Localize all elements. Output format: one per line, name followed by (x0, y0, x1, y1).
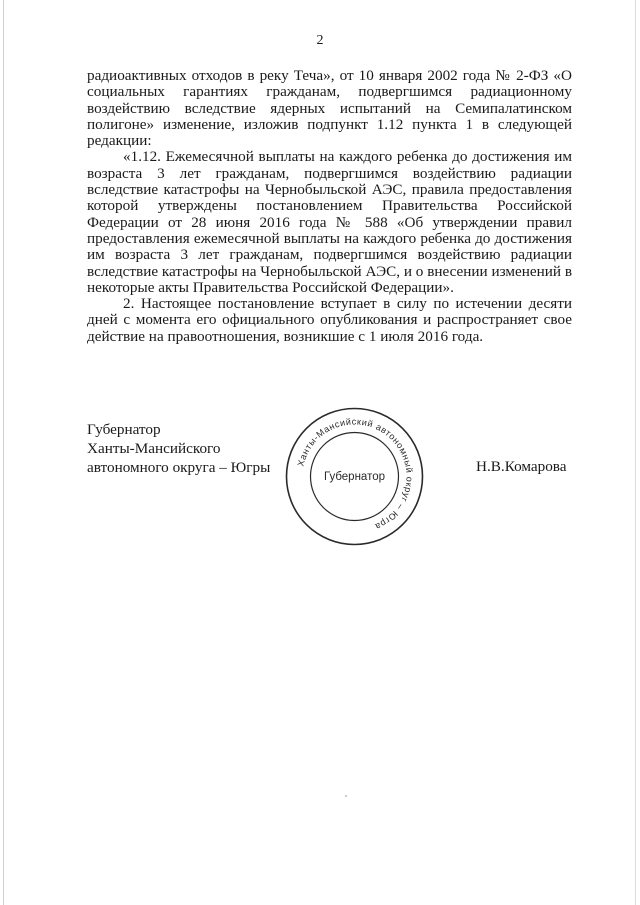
clause-2-paragraph: 2. Настоящее постановление вступает в силу по истечении десяти дней с момента его официального опубликования и распространяет свое действие на правоотношения, возникшие с 1 июля 2016 года. (87, 295, 572, 345)
page-edge-right (635, 0, 636, 905)
intro-paragraph: радиоактивных отходов в реку Теча», от 10 января 2002 года № 2-ФЗ «О социальных гарантиях гражданам, подвергшимся радиационному воздействию вследствие ядерных испытаний на Семипалатинском полигоне» изменение, изложив подпункт 1.12 пункта 1 в следующей редакции: (87, 67, 572, 150)
seal-center-text: Губернатор (323, 471, 386, 483)
signatory-name: Н.В.Комарова (476, 458, 567, 475)
page-edge-left (3, 0, 4, 905)
document-body (87, 68, 572, 345)
signatory-title-line-1: Губернатор (87, 421, 161, 438)
signatory-title (87, 420, 270, 477)
page-number: 2 (316, 33, 324, 48)
official-seal-graphic (283, 405, 426, 548)
signatory-title-line-2: Ханты-Мансийского (87, 440, 221, 457)
signatory-title-line-3: автономного округа – Югры (87, 459, 271, 476)
official-seal (283, 405, 426, 548)
seal-ring-text: Ханты-Мансийский автономный округ – Югра (295, 416, 415, 532)
quoted-subclause: «1.12. Ежемесячной выплаты на каждого ребенка до достижения им возраста 3 лет гражданам, подвергшимся воздействию радиации вследствие катастрофы на Чернобыльской АЭС, правила предоставления которой утверждены постановлением Правительства Российской Федерации от 28 июня 2016 года № 588 «Об утверждении правил предоставления ежемесячной выплаты на каждого ребенка до достижения им возраста 3 лет гражданам, подвергшимся воздействию радиации вследствие катастрофы на Чернобыльской АЭС, и о внесении изменений в некоторые акты Правительства Российской Федерации». (87, 148, 572, 296)
scan-speck (345, 795, 347, 797)
